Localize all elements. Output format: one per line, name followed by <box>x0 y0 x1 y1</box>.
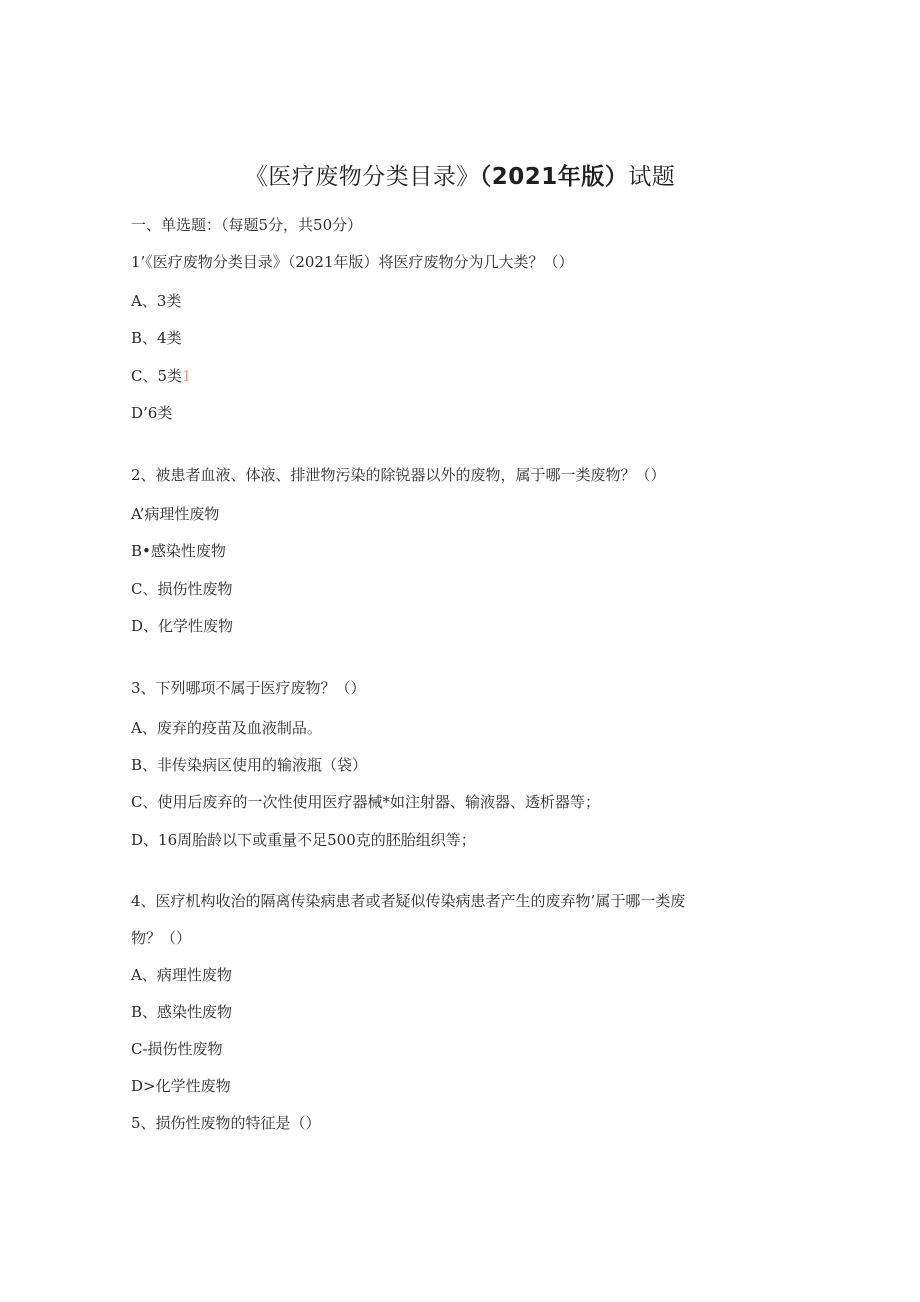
section-heading: 一、单选题：（每题5分，共50分） <box>131 216 363 234</box>
question-2-option-d: D、化学性废物 <box>131 617 234 635</box>
question-1-option-d: D’6类 <box>131 404 173 422</box>
question-4-stem-line-1: 4、医疗机构收治的隔离传染病患者或者疑似传染病患者产生的废弃物’属于哪一类废 <box>131 892 686 910</box>
question-2-option-a: A’病理性废物 <box>131 505 220 523</box>
question-3-stem: 3、下列哪项不属于医疗废物？（） <box>131 679 366 697</box>
title-suffix: 试题 <box>628 164 676 190</box>
question-3-option-b: B、非传染病区使用的输液瓶（袋） <box>131 756 368 774</box>
question-2-option-b: B•感染性废物 <box>131 542 226 560</box>
title-prefix: 《医疗废物分类目录》 <box>244 164 480 190</box>
question-1-option-a: A、3类 <box>131 292 182 310</box>
question-3-option-c: C、使用后废弃的一次性使用医疗器械*如注射器、输液器、透析器等； <box>131 793 600 811</box>
question-2-option-c: C、损伤性废物 <box>131 580 233 598</box>
question-2-stem: 2、被患者血液、体液、排泄物污染的除锐器以外的废物，属于哪一类废物？（） <box>131 466 666 484</box>
title-year: （2021年版） <box>479 164 629 190</box>
question-5-stem: 5、损伤性废物的特征是（） <box>131 1114 321 1132</box>
question-3-option-d: D、16周胎龄以下或重量不足500克的胚胎组织等； <box>131 831 476 849</box>
question-4-option-c: C-损伤性废物 <box>131 1040 223 1058</box>
question-4-option-a: A、病理性废物 <box>131 966 232 984</box>
question-1-stem: 1’《医疗废物分类目录》（2021年版）将医疗废物分为几大类？（） <box>131 253 574 271</box>
document-title <box>0 158 920 191</box>
question-3-option-a: A、废弃的疫苗及血液制品。 <box>131 719 322 737</box>
question-1-option-b: B、4类 <box>131 329 182 347</box>
handwritten-mark: 1 <box>182 367 192 385</box>
question-4-stem-line-2: 物？（） <box>131 929 192 947</box>
question-4-option-b: B、感染性废物 <box>131 1003 233 1021</box>
question-4-option-d: D>化学性废物 <box>131 1077 231 1095</box>
question-1-option-c: C、5类 <box>131 367 183 385</box>
question-1-option-c-row <box>131 366 192 386</box>
